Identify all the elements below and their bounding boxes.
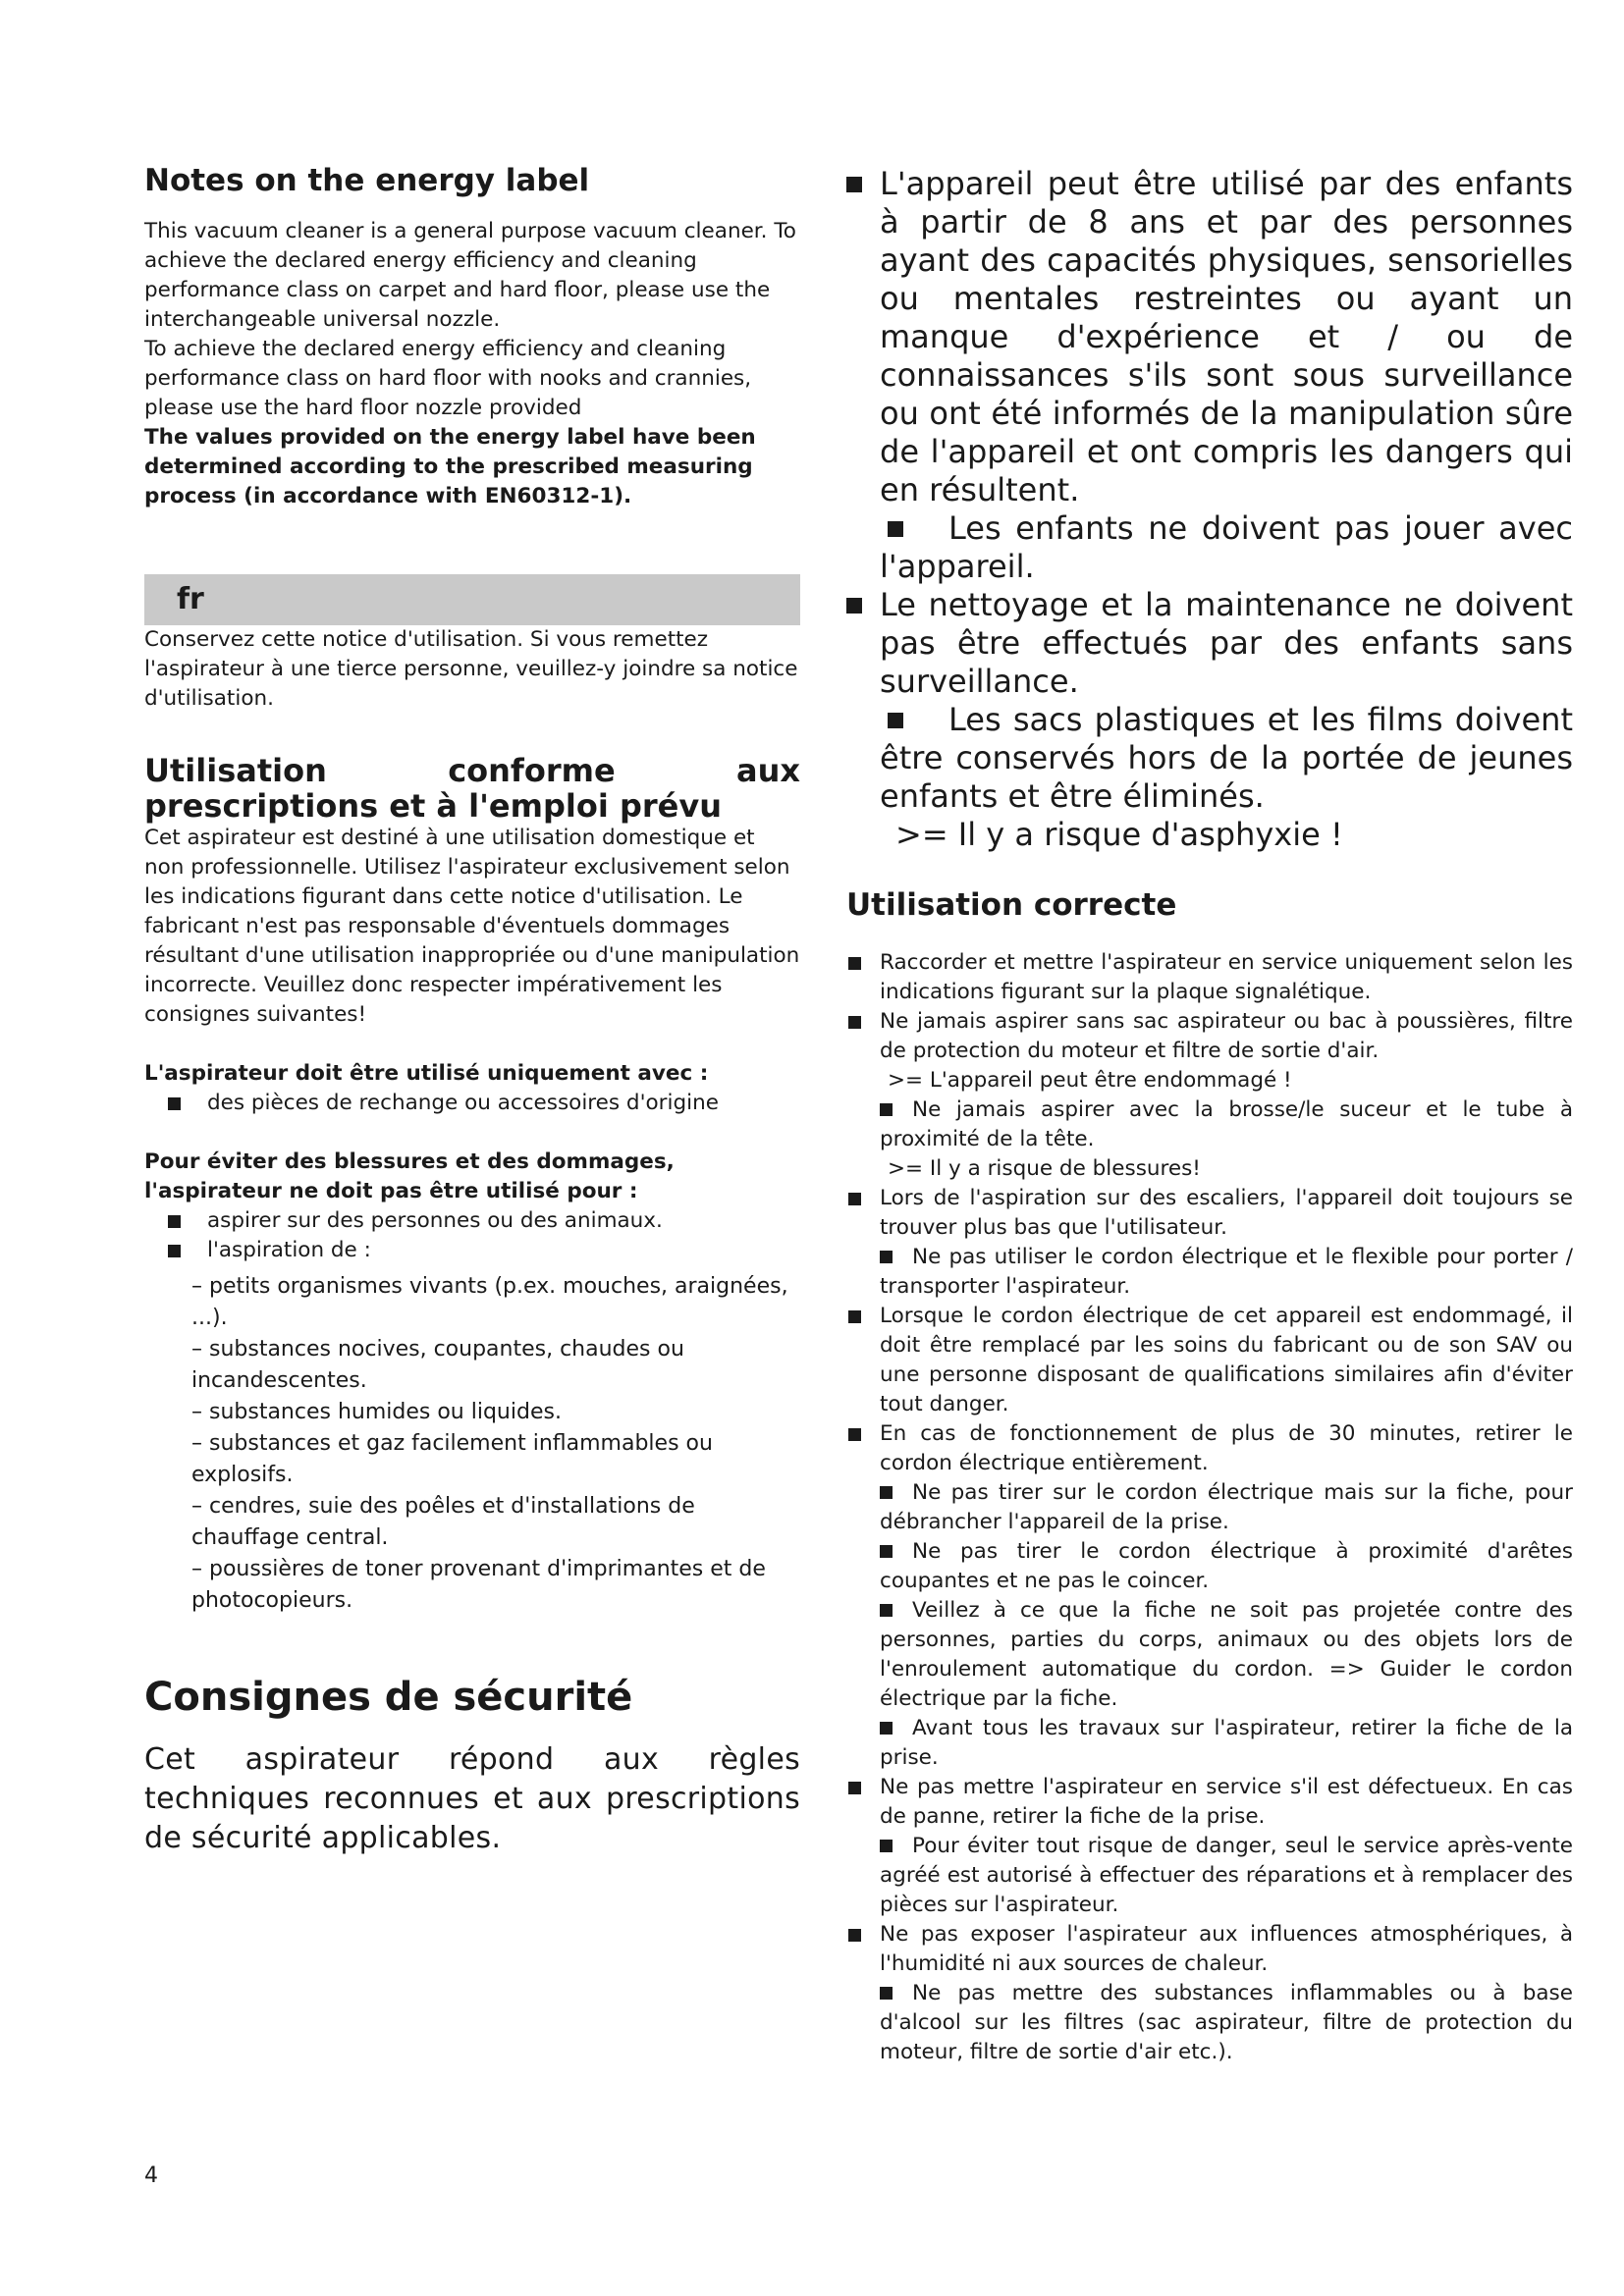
square-bullet-icon (880, 1722, 893, 1735)
list-item: Pour éviter tout risque de danger, seul le service après-vente agréé est autorisé à effectuer des réparations et à remplacer des pièces sur l'aspirateur. (880, 1834, 1573, 1917)
list-item: – substances et gaz facilement inflammables ou explosifs. (191, 1431, 713, 1488)
square-bullet-icon (848, 1929, 861, 1942)
square-bullet-icon (880, 1987, 893, 2000)
list-item: Ne pas tirer le cordon électrique à proximité d'arêtes coupantes et ne pas le coincer. (880, 1539, 1573, 1593)
language-bar-fr: fr (144, 574, 800, 625)
list-item: Le nettoyage et la maintenance ne doivent pas être effectués par des enfants sans surveillance. (846, 586, 1573, 701)
square-bullet-icon (168, 1097, 181, 1110)
left-column (144, 163, 800, 1858)
list-item: Ne jamais aspirer avec la brosse/le suceur et le tube à proximité de la tête. (880, 1097, 1573, 1151)
injury-warning: >= Il y a risque de blessures! (888, 1156, 1201, 1181)
square-bullet-icon (168, 1215, 181, 1228)
square-bullet-icon (880, 1840, 893, 1852)
list-item: des pièces de rechange ou accessoires d'origine (144, 1089, 800, 1118)
safety-heading: Consignes de sécurité (144, 1675, 633, 1721)
only-with-list (144, 1089, 800, 1118)
list-item: Lors de l'aspiration sur des escaliers, l'appareil doit toujours se trouver plus bas que l'utilisateur. (846, 1184, 1573, 1243)
energy-paragraph-2: To achieve the declared energy efficiency and cleaning performance class on hard floor with nooks and crannies, please use the hard floor nozzle provided (144, 337, 752, 421)
square-bullet-icon (848, 957, 861, 970)
list-item: Raccorder et mettre l'aspirateur en service uniquement selon les indications figurant sur la plaque signalétique. (846, 948, 1573, 1007)
asphyxia-warning: >= Il y a risque d'asphyxie ! (895, 816, 1343, 853)
list-item: aspirer sur des personnes ou des animaux. (144, 1206, 800, 1236)
right-column (846, 165, 1573, 2067)
square-bullet-icon (848, 1310, 861, 1323)
energy-label-heading: Notes on the energy label (144, 163, 590, 198)
energy-bold-note: The values provided on the energy label have been determined according to the prescribed measuring process (in accordance with EN60312-1). (144, 425, 756, 509)
square-bullet-icon (848, 1193, 861, 1205)
safety-paragraph: Cet aspirateur répond aux règles techniques reconnues et aux prescriptions de sécurité applicables. (144, 1742, 800, 1856)
square-bullet-icon (880, 1251, 893, 1263)
list-item: Ne pas mettre des substances inflammables ou à base d'alcool sur les filtres (sac aspirateur, filtre de protection du moteur, filtre de sortie d'air etc.). (880, 1981, 1573, 2064)
list-item: Ne pas tirer sur le cordon électrique mais sur la fiche, pour débrancher l'appareil de la prise. (880, 1480, 1573, 1534)
square-bullet-icon (848, 1428, 861, 1441)
list-item: l'aspiration de : (144, 1236, 800, 1265)
energy-paragraph-1: This vacuum cleaner is a general purpose vacuum cleaner. To achieve the declared energy efficiency and cleaning performance class on carpet and hard floor, please use the interchangeable universal nozzle. (144, 219, 796, 333)
list-item: L'appareil peut être utilisé par des enfants à partir de 8 ans et par des personnes ayant des capacités physiques, sensorielles ou mentales restreintes ou ayant un manque d'expérience et / ou de connaissances s'ils sont sous surveillance ou ont été informés de la manipulation sûre de l'appareil et ont compris les dangers qui en résultent. (846, 165, 1573, 509)
correct-use-list (846, 948, 1573, 2067)
square-bullet-icon (880, 1545, 893, 1558)
list-item: En cas de fonctionnement de plus de 30 minutes, retirer le cordon électrique entièrement. (846, 1419, 1573, 1478)
list-item: – poussières de toner provenant d'imprimantes et de photocopieurs. (191, 1557, 766, 1614)
damage-warning: >= L'appareil peut être endommagé ! (888, 1068, 1292, 1093)
list-item: Ne jamais aspirer sans sac aspirateur ou bac à poussières, filtre de protection du moteur et filtre de sortie d'air. (846, 1007, 1573, 1066)
list-item: Les sacs plastiques et les films doivent être conservés hors de la portée de jeunes enfants et être éliminés. (880, 701, 1573, 815)
square-bullet-icon (846, 598, 862, 614)
correct-use-heading: Utilisation correcte (846, 887, 1177, 923)
page-number: 4 (144, 2163, 158, 2188)
square-bullet-icon (848, 1016, 861, 1029)
list-item: – substances humides ou liquides. (191, 1400, 562, 1425)
avoid-list (144, 1206, 800, 1265)
list-item: – petits organismes vivants (p.ex. mouches, araignées, ...). (191, 1274, 788, 1331)
only-with-heading: L'aspirateur doit être utilisé uniquement avec : (144, 1061, 709, 1087)
list-item: Veillez à ce que la fiche ne soit pas projetée contre des personnes, parties du corps, animaux ou des objets lors de l'enroulement automatique du cordon. => Guider le cordon électrique par la fiche. (880, 1598, 1573, 1711)
intended-use-heading: Utilisation conforme aux prescriptions et à l'emploi prévu (144, 752, 800, 826)
square-bullet-icon (848, 1782, 861, 1794)
substances-list (191, 1271, 800, 1617)
square-bullet-icon (880, 1604, 893, 1617)
list-item: Lorsque le cordon électrique de cet appareil est endommagé, il doit être remplacé par les soins du fabricant ou de son SAV ou une personne disposant de qualifications similaires afin d'éviter tout danger. (846, 1302, 1573, 1419)
square-bullet-icon (168, 1245, 181, 1257)
list-item: – cendres, suie des poêles et d'installations de chauffage central. (191, 1494, 695, 1551)
list-item: Ne pas utiliser le cordon électrique et le flexible pour porter / transporter l'aspirateur. (880, 1245, 1573, 1299)
list-item: Ne pas mettre l'aspirateur en service s'il est défectueux. En cas de panne, retirer la fiche de la prise. (846, 1773, 1573, 1832)
square-bullet-icon (880, 1486, 893, 1499)
square-bullet-icon (880, 1103, 893, 1116)
list-item: Les enfants ne doivent pas jouer avec l'appareil. (880, 509, 1573, 585)
square-bullet-icon (846, 177, 862, 192)
list-item: Ne pas exposer l'aspirateur aux influences atmosphériques, à l'humidité ni aux sources de chaleur. (846, 1920, 1573, 1979)
avoid-heading-line-2: l'aspirateur ne doit pas être utilisé pour : (144, 1179, 638, 1204)
square-bullet-icon (888, 521, 903, 537)
intended-use-paragraph: Cet aspirateur est destiné à une utilisation domestique et non professionnelle. Utilisez l'aspirateur exclusivement selon les indications figurant dans cette notice d'utilisation. Le fabricant n'est pas responsable d'éventuels dommages résultant d'une utilisation inappropriée ou d'une manipulation incorrecte. Veuillez donc respecter impérativement les consignes suivantes! (144, 826, 800, 1028)
avoid-heading-line-1: Pour éviter des blessures et des dommages, (144, 1149, 675, 1175)
square-bullet-icon (888, 713, 903, 728)
list-item: – substances nocives, coupantes, chaudes ou incandescentes. (191, 1337, 684, 1394)
child-safety-block (846, 165, 1573, 854)
list-item: Avant tous les travaux sur l'aspirateur, retirer la fiche de la prise. (880, 1716, 1573, 1770)
fr-intro-paragraph: Conservez cette notice d'utilisation. Si vous remettez l'aspirateur à une tierce personne, veuillez-y joindre sa notice d'utilisation. (144, 627, 798, 712)
